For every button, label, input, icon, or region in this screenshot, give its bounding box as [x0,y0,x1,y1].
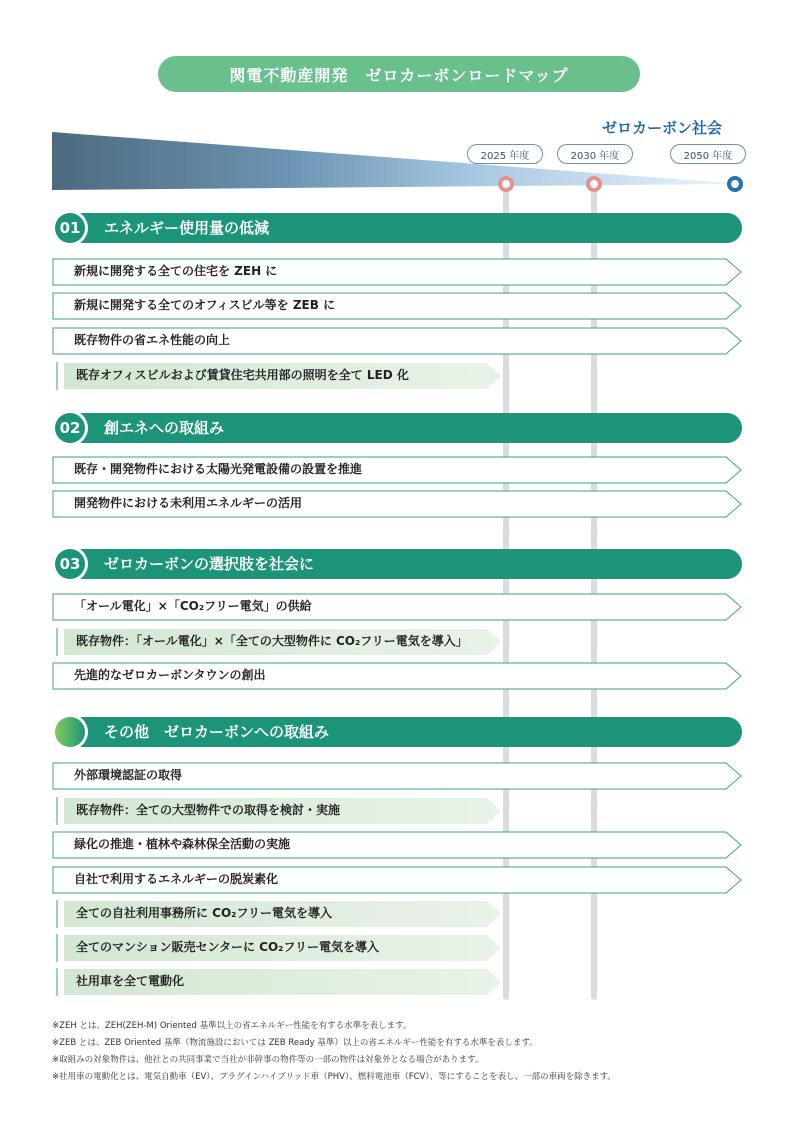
footnote: ※社用車の電動化とは、電気自動車（EV）、プラグインハイブリッド車（PHV）、燃料電池車（FCV）、等にすることを表し、一部の車両を除きます。 [52,1072,616,1082]
year-2025-label: 2025 年度 [467,144,543,164]
marker-2030 [586,176,602,192]
marker-2050 [727,176,743,192]
page-title: 関電不動産開発 ゼロカーボンロードマップ [158,56,640,92]
section-02-title: 創エネへの取組み [104,419,225,437]
section-03-title: ゼロカーボンの選択肢を社会に [104,555,315,573]
section-02-header [52,413,742,443]
zero-carbon-society-label: ゼロカーボン社会 [602,119,723,137]
footnote: ※ZEB とは、ZEB Oriented 基準（物流施設においては ZEB Ready 基準）以上の省エネルギー性能を有する水準を表します。 [52,1038,538,1048]
section-03-header [52,549,742,579]
section-01-number: 01 [55,213,85,243]
section-other-title: その他 ゼロカーボンへの取組み [104,723,330,741]
footnote: ※取組みの対象物件は、他社との共同事業で当社が非幹事の物件等の一部の物件は対象外となる場合があります。 [52,1055,484,1065]
section-02-number: 02 [55,413,85,443]
section-other-badge [55,717,85,747]
section-01-title: エネルギー使用量の低減 [104,219,270,237]
year-2030-label: 2030 年度 [557,144,633,164]
section-03-number: 03 [55,549,85,579]
section-01-header [52,213,742,243]
footnotes [52,1018,772,1086]
section-other-header [52,717,742,747]
footnote: ※ZEH とは、ZEH(ZEH-M) Oriented 基準以上の省エネルギー性能を有する水準を表します。 [52,1021,412,1031]
year-2050-label: 2050 年度 [670,144,746,164]
marker-2025 [498,176,514,192]
reduction-wedge [52,132,742,190]
